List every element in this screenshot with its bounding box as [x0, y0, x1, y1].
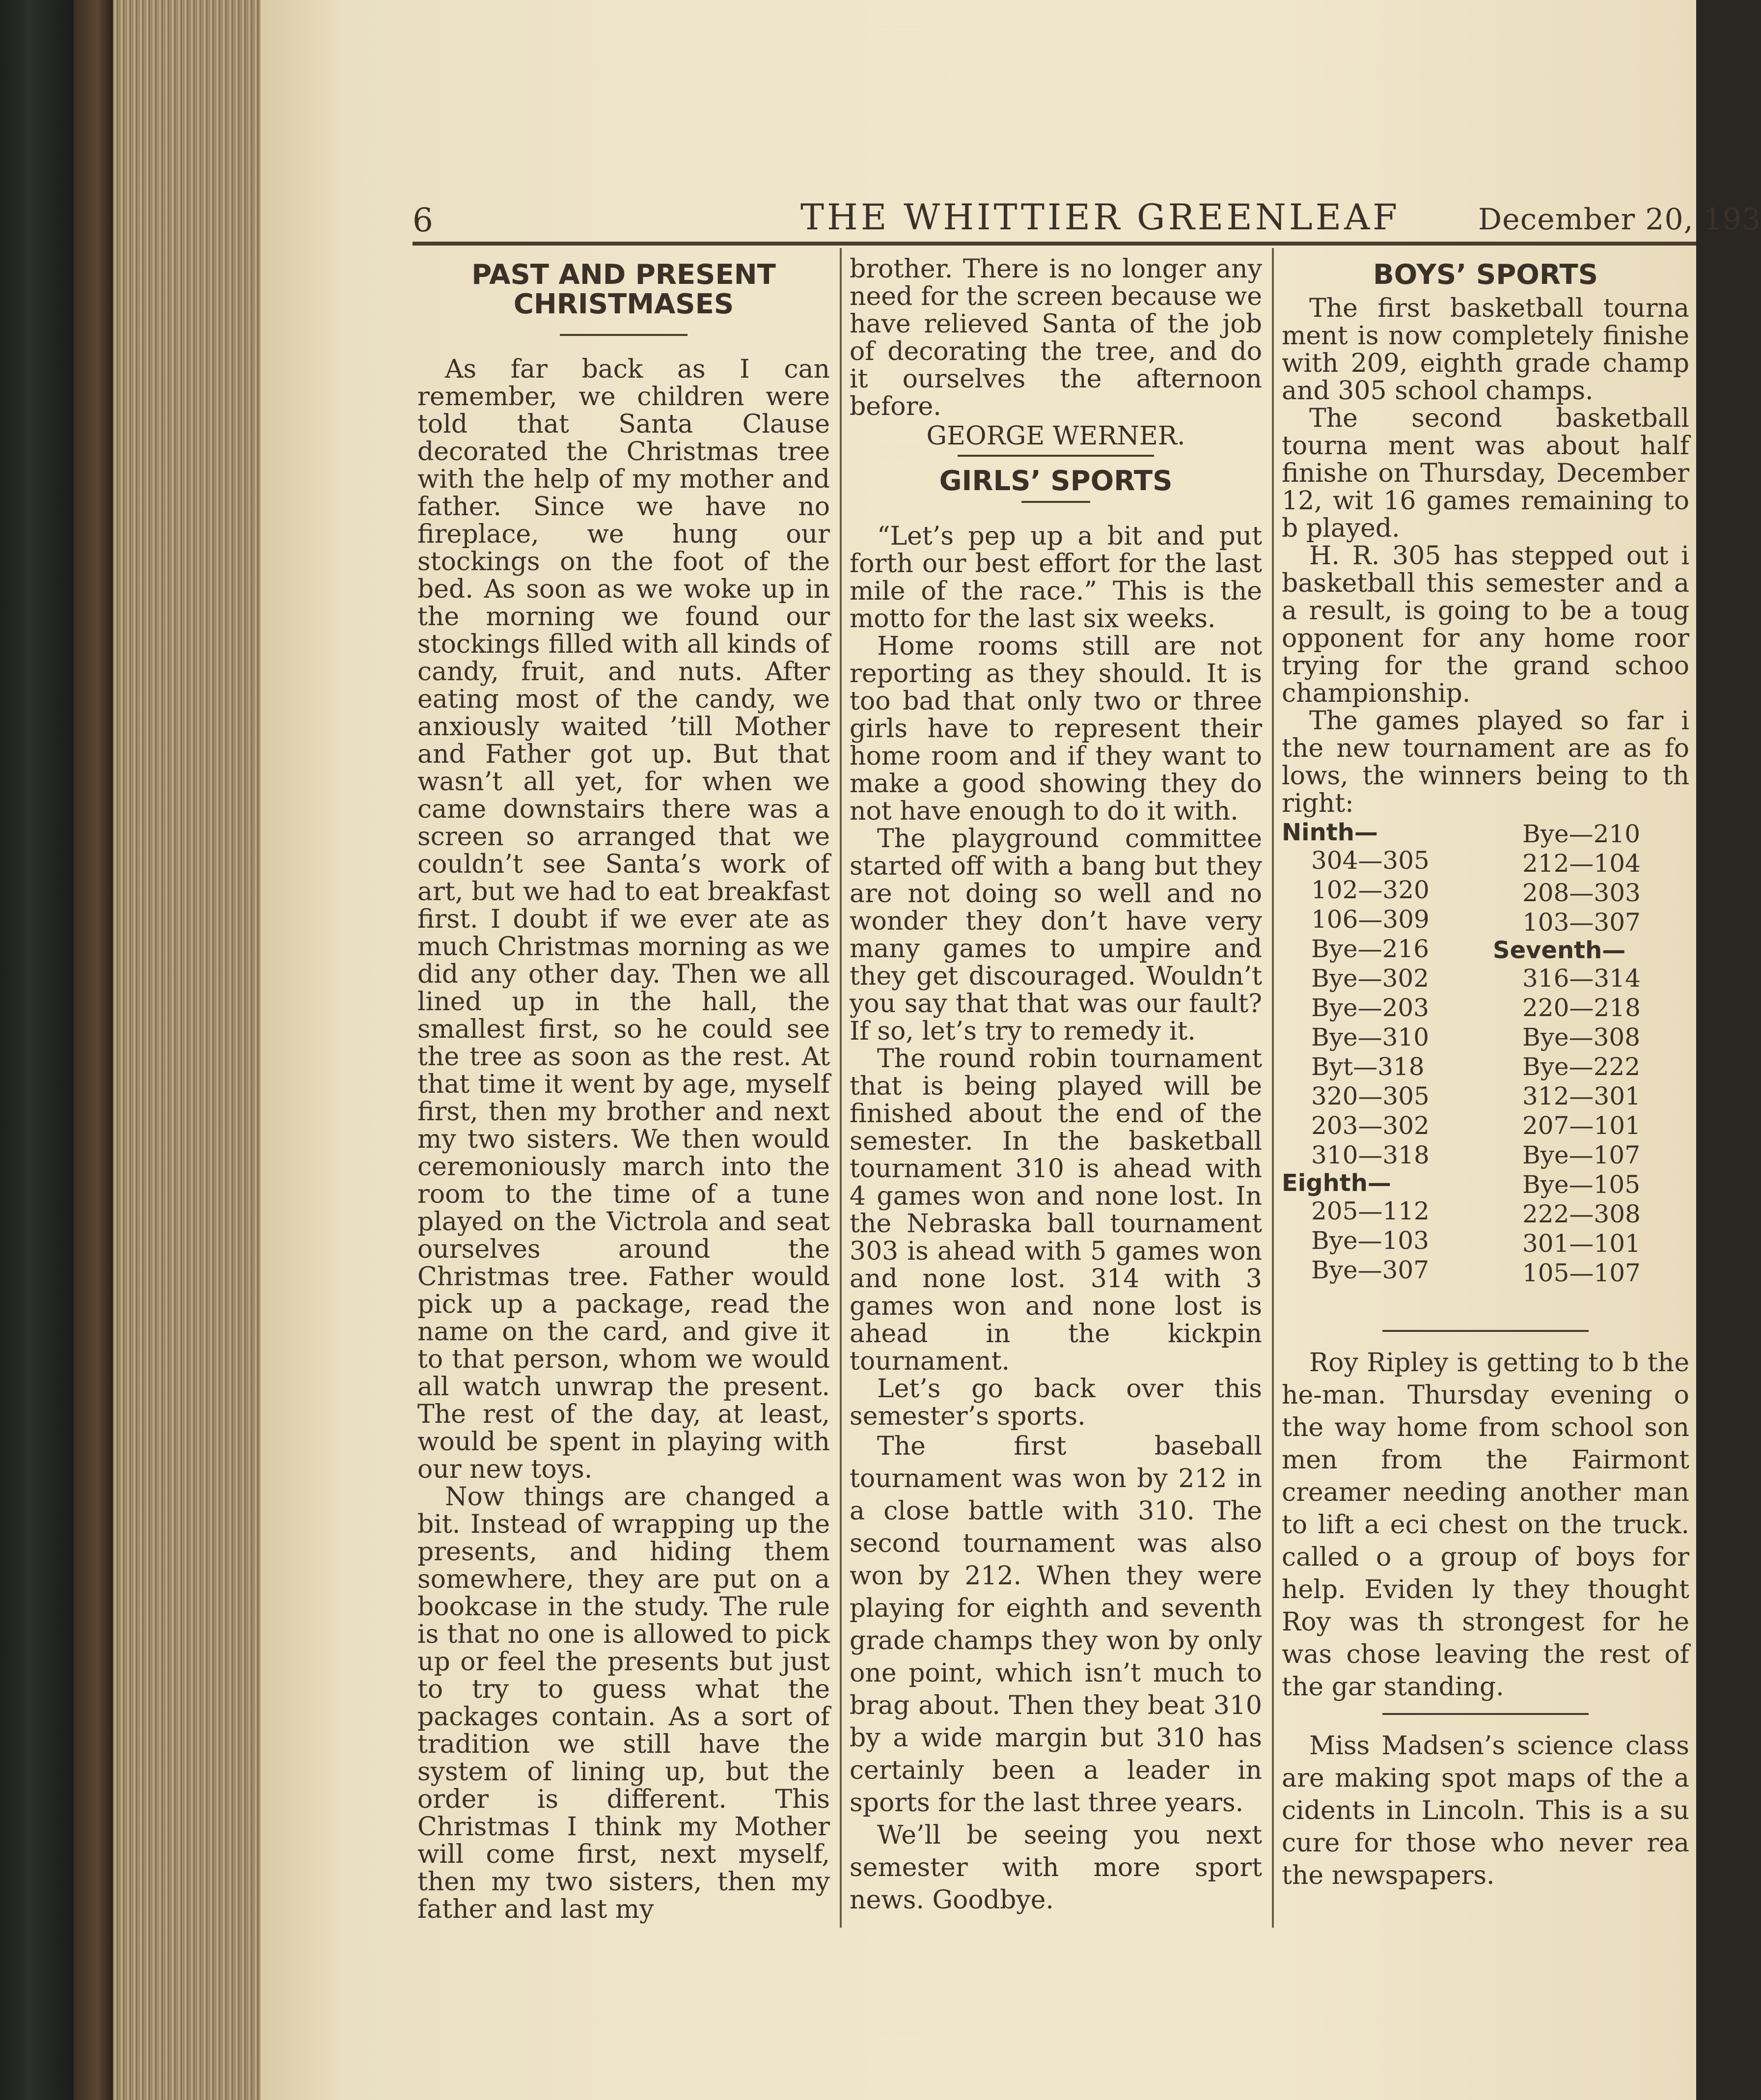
score-entry: Bye—307	[1311, 1256, 1430, 1284]
divider	[560, 334, 688, 336]
divider	[958, 455, 1154, 457]
score-entry: 106—309	[1311, 905, 1430, 934]
article-paragraph: The first basketball tourna ment is now completely finishe with 209, eighth grade champ and 305 school champs.	[1282, 294, 1689, 406]
article-paragraph: The playground committee started off with a bang but they are not doing so well and no wonder they don’t have very many games to umpire and they get discouraged. Wouldn’t you say that that was our fault? If so, let’s try to remedy it.	[850, 824, 1262, 1046]
article-paragraph: H. R. 305 has stepped out i basketball this semester and a a result, is going to be a toug opponent for any home roor trying for the grand schoo championship.	[1282, 541, 1689, 708]
score-entry: 207—101	[1522, 1111, 1641, 1140]
score-entry: 212—104	[1522, 849, 1641, 878]
column-divider	[840, 248, 842, 1928]
score-entry: 320—305	[1311, 1082, 1430, 1110]
headline-line: CHRISTMASES	[513, 288, 734, 320]
score-group-label: Eighth—	[1282, 1169, 1391, 1197]
page-edges	[113, 0, 260, 2100]
score-entry: Bye—105	[1522, 1170, 1641, 1199]
page-number: 6	[413, 201, 434, 239]
score-entry: 203—302	[1311, 1111, 1430, 1140]
score-entry: Bye—107	[1522, 1141, 1641, 1169]
header-rule	[413, 242, 1696, 246]
article-paragraph: As far back as I can remember, we children were told that Santa Clause decorated the Christmas tree with the help of my mother and father. Since we have no fireplace, we hung our stockings on the foot of the bed. As soon as we woke up in the morning we found our stockings filled with all kinds of candy, fruit, and nuts. After eating most of the candy, we anxiously waited ’till Mother and Father got up. But that wasn’t all yet, for when we came downstairs there was a screen so arranged that we couldn’t see Santa’s work of art, but we had to eat breakfast first. I doubt if we ever ate as much Christmas morning as we did any other day. Then we all lined up in the hall, the smallest first, so he could see the tree as soon as the rest. At that time it went by age, myself first, then my brother and next my two sisters. We then would ceremoniously march into the room to the time of a tune played on the Victrola and seat ourselves around the Christmas tree. Father would pick up a package, read the name on the card, and give it to that person, whom we would all watch unwrap the present. The rest of the day, at least, would be spent in playing with our new toys.	[417, 355, 830, 1484]
score-entry: 310—318	[1311, 1141, 1430, 1169]
score-entry: Bye—310	[1311, 1023, 1430, 1051]
score-group-label: Ninth—	[1282, 819, 1378, 846]
article-paragraph: Let’s go back over this semester’s sports.	[850, 1374, 1262, 1431]
score-entry: 105—107	[1522, 1259, 1641, 1287]
article-paragraph: Home rooms still are not reporting as they should. It is too bad that only two or three girls have to represent their home room and if they want to make a good showing they do not have enough to do it with.	[850, 632, 1262, 826]
score-entry: 208—303	[1522, 879, 1641, 907]
scores-column-right	[1493, 819, 1689, 1288]
book-spine	[0, 0, 74, 2100]
score-entry: Bye—302	[1311, 964, 1430, 993]
score-entry: 312—301	[1522, 1082, 1641, 1110]
article-paragraph: The second basketball tourna ment was about half finishe on Thursday, December 12, wit 16 games remaining to b played.	[1282, 404, 1689, 543]
score-entry: Byt—318	[1311, 1052, 1425, 1081]
score-entry: 205—112	[1311, 1197, 1430, 1225]
score-entry: Bye—222	[1522, 1052, 1641, 1081]
score-entry: 102—320	[1311, 876, 1430, 904]
score-group-label: Seventh—	[1493, 937, 1626, 964]
article-paragraph: “Let’s pep up a bit and put forth our best effort for the last mile of the race.” This is the motto for the last six weeks.	[850, 522, 1262, 634]
author-signature: GEORGE WERNER.	[926, 421, 1185, 451]
article-paragraph: We’ll be seeing you next semester with more sport news. Goodbye.	[850, 1821, 1262, 1915]
tournament-scores	[1282, 819, 1691, 1320]
score-entry: Bye—103	[1311, 1226, 1430, 1255]
score-entry: Bye—203	[1311, 994, 1430, 1022]
article-paragraph: Miss Madsen’s science class are making spot maps of the a cidents in Lincoln. This is a su cure for those who never rea the newspapers.	[1282, 1731, 1689, 1890]
divider	[1021, 501, 1090, 503]
score-entry: Bye—210	[1522, 820, 1641, 848]
article-paragraph: Now things are changed a bit. Instead of wrapping up the presents, and hiding them somewhere, they are put on a bookcase in the study. The rule is that no one is allowed to pick up or feel the presents but just to try to guess what the packages contain. As a sort of tradition we still have the system of lining up, but the order is different. This Christmas I think my Mother will come first, next myself, then my two sisters, then my father and last my	[417, 1482, 830, 1924]
headline-line: PAST AND PRESENT	[471, 259, 776, 291]
article-paragraph: The round robin tournament that is being played will be finished about the end of the semester. In the basketball tournament 310 is ahead with 4 games won and none lost. In the Nebraska ball tournament 303 is ahead with 5 games won and none lost. 314 with 3 games won and none lost is ahead in the kickpin tournament.	[850, 1044, 1262, 1376]
article-paragraph: The games played so far i the new tournament are as fo lows, the winners being to th right:	[1282, 706, 1689, 818]
article-continuation: brother. There is no longer any need for the screen because we have relieved Santa of the job of decorating the tree, and do it ourselves the afternoon before.	[850, 254, 1262, 421]
article-headline	[417, 260, 830, 319]
score-entry: Bye—308	[1522, 1023, 1641, 1051]
divider	[1382, 1330, 1589, 1332]
article-paragraph: Roy Ripley is getting to b the he-man. Thursday evening o the way home from school son men from the Fairmont creamer needing another man to lift a eci chest on the truck. called o a group of boys for help. Eviden ly they thought Roy was th strongest for he was chose leaving the rest of the gar standing.	[1282, 1348, 1689, 1702]
score-entry: 222—308	[1522, 1200, 1641, 1228]
column-2	[850, 255, 1262, 1916]
score-entry: 301—101	[1522, 1229, 1641, 1258]
score-entry: 304—305	[1311, 846, 1430, 875]
masthead: THE WHITTIER GREENLEAF	[800, 196, 1401, 238]
divider	[1382, 1713, 1589, 1715]
article-headline: GIRLS’ SPORTS	[939, 465, 1173, 497]
page-header	[260, 196, 1761, 246]
scores-column-left	[1282, 819, 1478, 1285]
score-entry: 103—307	[1522, 908, 1641, 937]
article-paragraph: The first baseball tournament was won by 212 in a close battle with 310. The second tournament was also won by 212. When they were playing for eighth and seventh grade champs they won by only one point, which isn’t much to brag about. Then they beat 310 by a wide margin but 310 has certainly been a leader in sports for the last three years.	[850, 1432, 1262, 1818]
issue-date: December 20, 193	[1478, 202, 1761, 237]
column-3	[1282, 255, 1689, 1892]
column-1	[417, 255, 830, 1923]
book-cover-edge	[74, 0, 113, 2100]
score-entry: 220—218	[1522, 994, 1641, 1022]
score-entry: 316—314	[1522, 964, 1641, 993]
score-entry: Bye—216	[1311, 935, 1430, 963]
newspaper-page	[260, 0, 1761, 2100]
article-headline: BOYS’ SPORTS	[1373, 259, 1598, 291]
column-divider	[1272, 248, 1274, 1928]
